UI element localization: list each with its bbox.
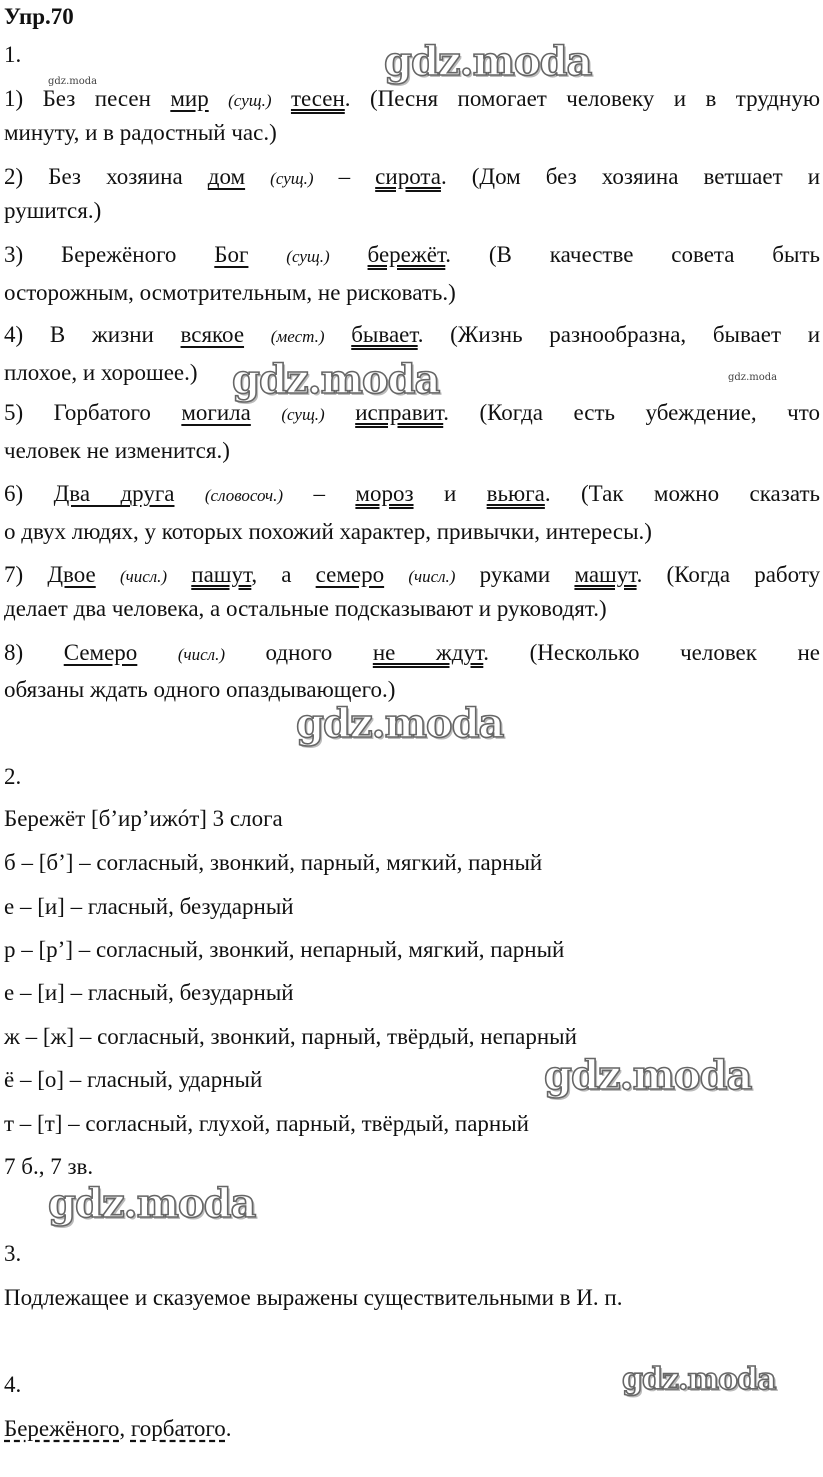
item-7-line-2: делает два человека, а остальные подсказывают и руководят.)	[4, 596, 607, 621]
pos-tag: (словосоч.)	[204, 486, 284, 505]
predicate: сирота	[375, 164, 441, 189]
section-4-answer: Бережёного, горбатого.	[4, 1416, 232, 1441]
section-number-4: 4.	[4, 1372, 22, 1397]
pos-tag: (сущ.)	[281, 405, 325, 424]
watermark-logo: gdz.moda	[232, 356, 440, 403]
subject: Бог	[214, 242, 249, 267]
subject: Двое	[47, 562, 96, 587]
phonetic-row: е – [и] – гласный, безударный	[4, 980, 294, 1005]
item-8-line-2: обязаны ждать одного опаздывающего.)	[4, 677, 396, 702]
section-number-2: 2.	[4, 764, 22, 789]
phonetic-row: ж – [ж] – согласный, звонкий, парный, твёрдый, непарный	[4, 1024, 577, 1049]
item-8-line-1: 8) Семеро (числ.) одного не ждут. (Несколько человек не	[4, 640, 820, 665]
watermark-logo: gdz.moda	[296, 700, 504, 747]
pos-tag: (мест.)	[270, 327, 325, 346]
watermark-logo: gdz.moda	[384, 38, 592, 85]
item-2-line-1: 2) Без хозяина дом (сущ.) – сирота. (Дом без хозяина ветшает и	[4, 164, 821, 189]
watermark-small: gdz.moda	[728, 372, 778, 383]
section-number-1: 1.	[4, 42, 22, 67]
predicate-2: машут	[574, 562, 637, 587]
predicate: тесен	[290, 86, 345, 111]
item-1-line-2: минуту, и в радостный час.)	[4, 120, 277, 145]
exercise-title: Упр.70	[4, 4, 74, 29]
adjective-1: Бережёного	[4, 1416, 120, 1441]
item-1-line-1: 1) Без песен мир (сущ.) тесен. (Песня помогает человеку и в трудную	[4, 86, 821, 111]
predicate: мороз	[355, 481, 414, 506]
subject: всякое	[180, 322, 245, 347]
predicate: исправит	[355, 400, 444, 425]
phonetic-row: б – [б’] – согласный, звонкий, парный, мягкий, парный	[4, 850, 543, 875]
predicate: бывает	[351, 322, 418, 347]
pos-tag: (сущ.)	[270, 169, 314, 188]
subject-2: семеро	[315, 562, 385, 587]
section-3-answer: Подлежащее и сказуемое выражены существительными в И. п.	[4, 1285, 623, 1310]
subject: Семеро	[63, 640, 138, 665]
phonetic-row: т – [т] – согласный, глухой, парный, твёрдый, парный	[4, 1111, 529, 1136]
watermark-logo: gdz.moda	[544, 1052, 752, 1099]
item-3-line-1: 3) Бережёного Бог (сущ.) бережёт. (В качестве совета быть	[4, 242, 821, 267]
predicate: не ждут	[372, 640, 484, 665]
predicate: пашут	[191, 562, 252, 587]
pos-tag: (сущ.)	[286, 247, 330, 266]
item-6-line-1: 6) Два друга (словосоч.) – мороз и вьюга. (Так можно сказать	[4, 481, 820, 506]
watermark-small: gdz.moda	[48, 76, 98, 87]
subject: могила	[181, 400, 251, 425]
item-6-line-2: о двух людях, у которых похожий характер, привычки, интересы.)	[4, 519, 652, 544]
pos-tag: (сущ.)	[228, 91, 272, 110]
phonetic-row: р – [р’] – согласный, звонкий, непарный, мягкий, парный	[4, 937, 565, 962]
subject: Два друга	[53, 481, 175, 506]
item-2-line-2: рушится.)	[4, 198, 102, 223]
subject: мир	[170, 86, 209, 111]
adjective-2: горбатого	[130, 1416, 226, 1441]
predicate-2: вьюга	[486, 481, 545, 506]
item-5-line-2: человек не изменится.)	[4, 438, 230, 463]
phonetic-total: 7 б., 7 зв.	[4, 1154, 94, 1179]
subject: дом	[207, 164, 246, 189]
section-number-3: 3.	[4, 1241, 22, 1266]
watermark-logo: gdz.moda	[48, 1180, 256, 1227]
watermark-logo: gdz.moda	[622, 1362, 776, 1397]
item-4-line-1: 4) В жизни всякое (мест.) бывает. (Жизнь разнообразна, бывает и	[4, 322, 821, 347]
pos-tag: (числ.)	[177, 645, 225, 664]
item-5-line-1: 5) Горбатого могила (сущ.) исправит. (Когда есть убеждение, что	[4, 400, 820, 425]
phonetic-heading: Бережёт [б’ир’ижóт] 3 слога	[4, 806, 283, 831]
predicate: бережёт	[367, 242, 446, 267]
phonetic-row: е – [и] – гласный, безударный	[4, 894, 294, 919]
pos-tag-2: (числ.)	[408, 567, 456, 586]
item-7-line-1: 7) Двое (числ.) пашут, а семеро (числ.) руками машут. (Когда работу	[4, 562, 821, 587]
item-3-line-2: осторожным, осмотрительным, не рисковать.)	[4, 280, 456, 305]
item-4-line-2: плохое, и хорошее.)	[4, 360, 198, 385]
pos-tag: (числ.)	[119, 567, 168, 586]
phonetic-row: ё – [о] – гласный, ударный	[4, 1067, 263, 1092]
